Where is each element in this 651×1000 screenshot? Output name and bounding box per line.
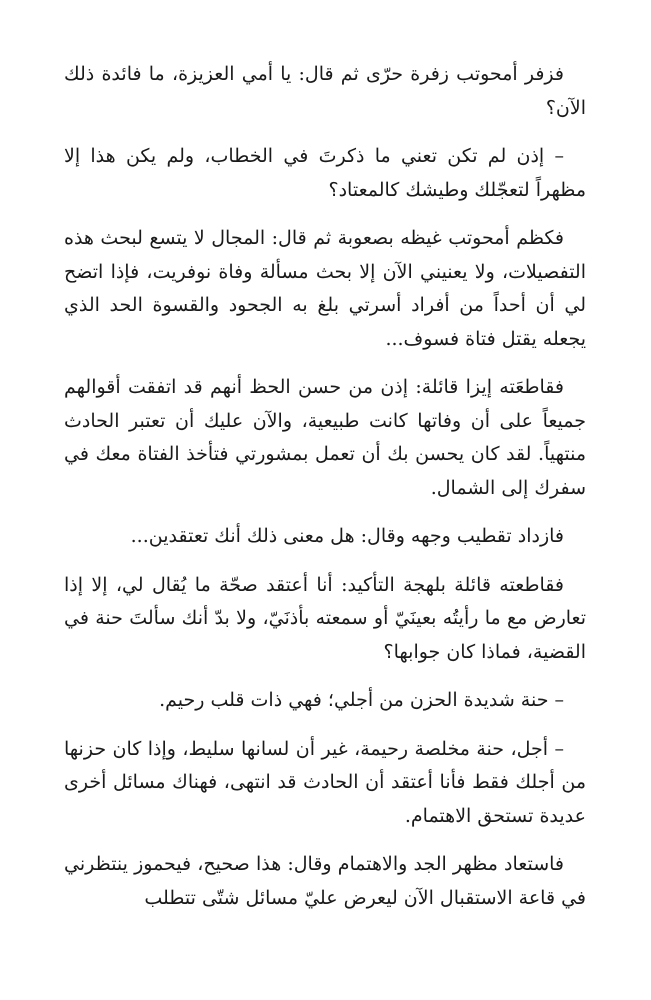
paragraph: – أجل، حنة مخلصة رحيمة، غير أن لسانها سليط، وإذا كان حزنها من أجلك فقط فأنا أعتقد أن الحادث قد انتهى، فهناك مسائل أخرى عديدة تستحق الاهتمام. [64,737,586,827]
paragraph: فكظم أمحوتب غيظه بصعوبة ثم قال: المجال لا يتسع لبحث هذه التفصيلات، ولا يعنيني الآن إلا بحث مسألة وفاة نوفريت، فإذا اتضح لي أن أحداً من أفراد أسرتي بلغ به الجحود والقسوة الحد الذي يجعله يقتل فتاة فسوف... [64,227,586,350]
paragraph: – إذن لم تكن تعني ما ذكرتَ في الخطاب، ولم يكن هذا إلا مظهراً لتعجّلك وطيشك كالمعتاد؟ [64,145,586,201]
paragraph: فقاطعته قائلة بلهجة التأكيد: أنا أعتقد صحّة ما يُقال لي، إلا إذا تعارض مع ما رأيتُه بعينَيّ أو سمعته بأذنَيّ، ولا بدّ أنك سألتَ حنة في القضية، فماذا كان جوابها؟ [64,573,586,663]
paragraph: فزفر أمحوتب زفرة حرّى ثم قال: يا أمي العزيزة، ما فائدة ذلك الآن؟ [64,63,586,119]
paragraph: فاستعاد مظهر الجد والاهتمام وقال: هذا صحيح، فيحموز ينتظرني في قاعة الاستقبال الآن ليعرض عليّ مسائل شتّى تتطلب [64,853,586,909]
paragraph: فقاطعَته إيزا قائلة: إذن من حسن الحظ أنهم قد اتفقت أقوالهم جميعاً على أن وفاتها كانت طبيعية، والآن عليك أن تعتبر الحادث منتهياً. لقد كان يحسن بك أن تعمل بمشورتي فتأخذ الفتاة معك في سفرك إلى الشمال. [64,376,586,499]
book-page [64,58,586,930]
paragraph: – حنة شديدة الحزن من أجلي؛ فهي ذات قلب رحيم. [159,689,564,711]
paragraph: فازداد تقطيب وجهه وقال: هل معنى ذلك أنك تعتقدين... [130,525,564,547]
